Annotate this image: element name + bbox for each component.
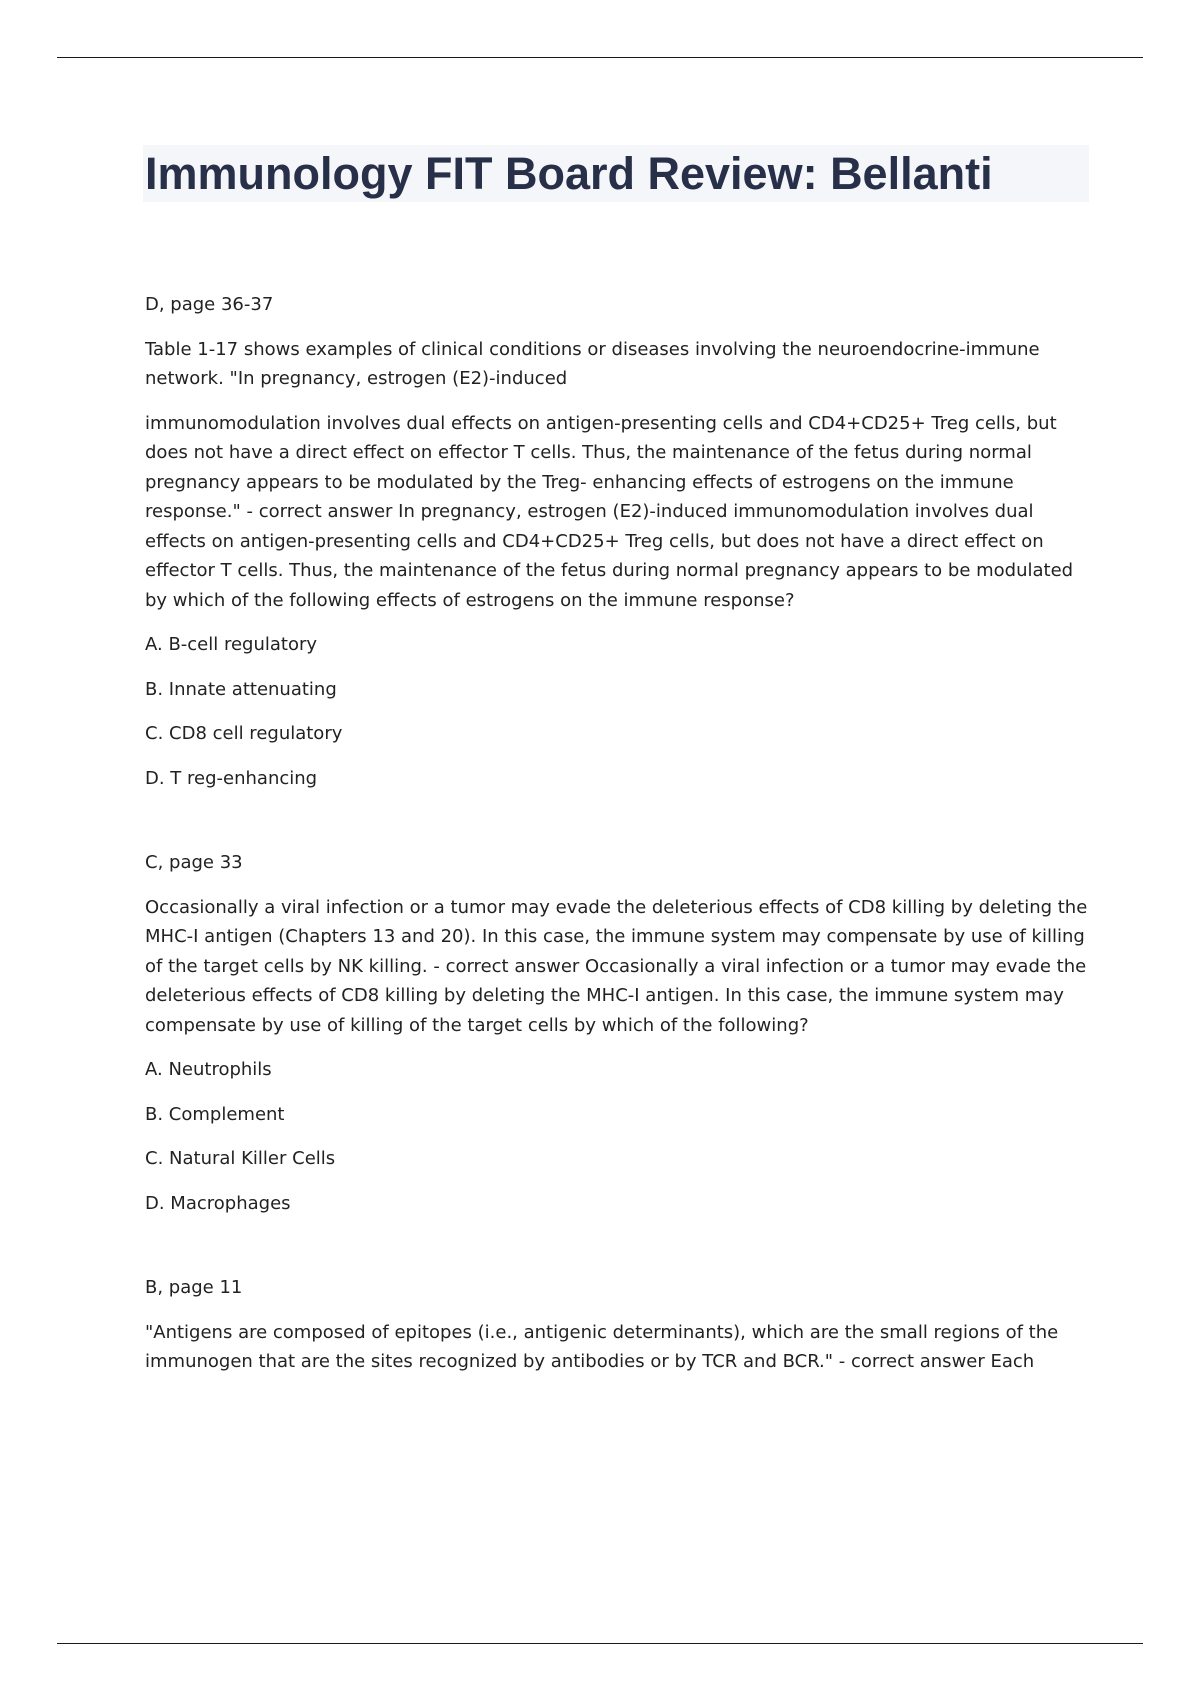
answer-reference: C, page 33 — [145, 852, 243, 873]
explanation-text: Occasionally a viral infection or a tumor may evade the deleterious effects of CD8 killing by deleting the MHC-I antigen (Chapters 13 and 20). In this case, the immune system may compensate by use of killing of the target cells by NK killing. - correct answer Occasionally a viral infection or a tumor may evade the deleterious effects of CD8 killing by deleting the MHC-I antigen. In this case, the immune system may compensate by use of killing of the target cells by which of the following? — [145, 896, 1088, 1036]
answer-option: D. Macrophages — [145, 1192, 291, 1214]
section-gap — [145, 1233, 1090, 1273]
explanation-text: immunomodulation involves dual effects on antigen-presenting cells and CD4+CD25+ Treg cells, but does not have a direct effect on effector T cells. Thus, the maintenance of the fetus during normal pregnancy appears to be modulated by the Treg- enhancing effects of estrogens on the immune response." - correct answer In pregnancy, estrogen (E2)-induced immunomodulation involves dual effects on antigen-presenting cells and CD4+CD25+ Treg cells, but does not have a direct effect on effector T cells. Thus, the maintenance of the fetus during normal pregnancy appears to be modulated by which of the following effects of estrogens on the immune response? — [145, 412, 1074, 611]
answer-option: D. T reg-enhancing — [145, 767, 318, 789]
answer-reference: B, page 11 — [145, 1277, 243, 1298]
page-title: Immunology FIT Board Review: Bellanti — [145, 148, 993, 199]
answer-option: B. Complement — [145, 1103, 285, 1125]
bottom-rule — [57, 1643, 1143, 1644]
section-gap — [145, 808, 1090, 848]
question-item — [145, 848, 1090, 1218]
answer-option: C. CD8 cell regulatory — [145, 723, 343, 744]
answer-option: A. Neutrophils — [145, 1059, 272, 1080]
answer-reference: D, page 36-37 — [145, 294, 274, 315]
answer-option: C. Natural Killer Cells — [145, 1148, 336, 1169]
question-item — [145, 1273, 1090, 1377]
top-rule — [57, 57, 1143, 58]
question-item — [145, 290, 1090, 793]
answer-option: B. Innate attenuating — [145, 678, 337, 700]
explanation-text: Table 1-17 shows examples of clinical conditions or diseases involving the neuroendocrine-immune network. "In pregnancy, estrogen (E2)-induced — [145, 338, 1040, 389]
document-body — [145, 290, 1090, 1392]
answer-option: A. B-cell regulatory — [145, 634, 318, 655]
explanation-text: "Antigens are composed of epitopes (i.e., antigenic determinants), which are the small regions of the immunogen that are the sites recognized by antibodies or by TCR and BCR." - correct answer Each — [145, 1321, 1059, 1372]
